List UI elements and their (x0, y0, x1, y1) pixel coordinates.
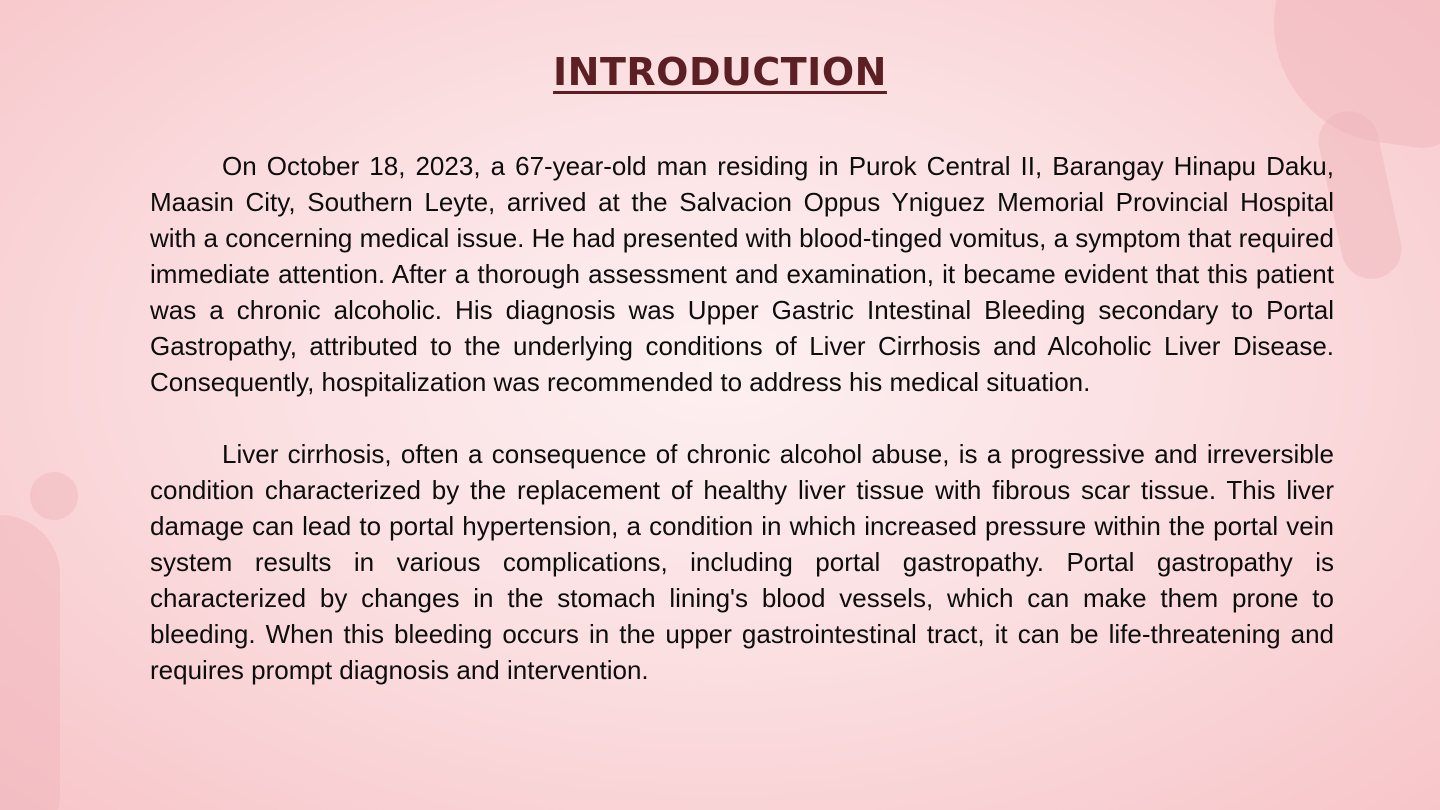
decorative-blob-bottom-left (0, 515, 60, 810)
slide-title: INTRODUCTION (553, 50, 887, 94)
slide-body (150, 148, 1334, 724)
intro-paragraph-2: Liver cirrhosis, often a consequence of chronic alcohol abuse, is a progressive and irreversible condition characterized by the replacement of healthy liver tissue with fibrous scar tissue. This liver damage can lead to portal hypertension, a condition in which increased pressure within the portal vein system results in various complications, including portal gastropathy. Portal gastropathy is characterized by changes in the stomach lining's blood vessels, which can make them prone to bleeding. When this bleeding occurs in the upper gastrointestinal tract, it can be life-threatening and requires prompt diagnosis and intervention. (150, 439, 1334, 685)
intro-paragraph-1: On October 18, 2023, a 67-year-old man residing in Purok Central II, Barangay Hinapu Daku, Maasin City, Southern Leyte, arrived at the Salvacion Oppus Yniguez Memorial Provincial Hospital with a concerning medical issue. He had presented with blood-tinged vomitus, a symptom that required immediate attention. After a thorough assessment and examination, it became evident that this patient was a chronic alcoholic. His diagnosis was Upper Gastric Intestinal Bleeding secondary to Portal Gastropathy, attributed to the underlying conditions of Liver Cirrhosis and Alcoholic Liver Disease. Consequently, hospitalization was recommended to address his medical situation. (150, 151, 1334, 397)
decorative-circle-left (30, 472, 78, 520)
